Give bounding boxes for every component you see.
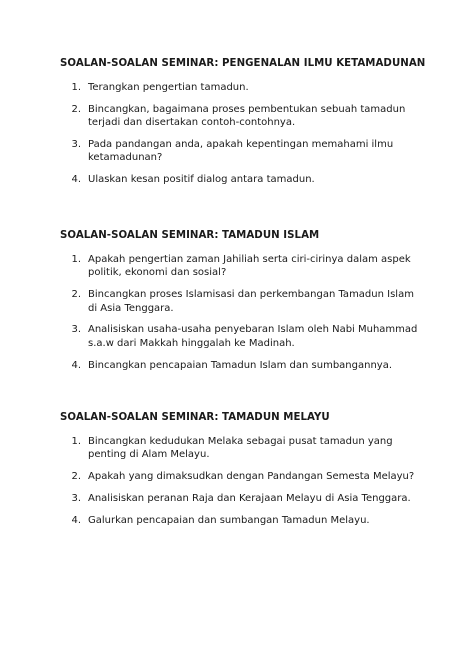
question-list [60,435,420,527]
question-number: 2. [71,289,81,301]
question-text: Ulaskan kesan positif dialog antara tamadun. [88,174,315,186]
question-number: 3. [71,139,81,150]
question-item [60,138,420,165]
question-item [60,492,420,505]
question-number: 1. [71,82,81,93]
question-item [60,103,420,130]
question-text: Analisiskan usaha-usaha penyebaran Islam oleh Nabi Muhammad s.a.w dari Makkah hinggalah ke Madinah. [88,324,418,349]
question-number: 1. [71,254,81,265]
question-text: Bincangkan pencapaian Tamadun Islam dan sumbangannya. [88,359,393,371]
question-text: Galurkan pencapaian dan sumbangan Tamadun Melayu. [88,514,370,526]
question-item [60,81,420,94]
section-tamadun-melayu [60,411,420,536]
question-number: 2. [71,103,81,115]
section-title: SOALAN-SOALAN SEMINAR: PENGENALAN ILMU KETAMADUNAN [60,58,426,69]
question-text: Apakah pengertian zaman Jahiliah serta ciri-cirinya dalam aspek politik, ekonomi dan sosial? [88,254,411,279]
question-text: Apakah yang dimaksudkan dengan Pandangan Semesta Melayu? [88,471,415,483]
question-item [60,359,420,372]
question-number: 1. [71,436,81,447]
section-pengenalan-ilmu-ketamadunan [60,57,426,195]
section-title: SOALAN-SOALAN SEMINAR: TAMADUN ISLAM [60,230,320,241]
question-number: 2. [71,471,81,483]
question-list [60,253,420,372]
question-number: 3. [71,324,81,336]
question-item [60,173,420,186]
question-text: Bincangkan kedudukan Melaka sebagai pusat tamadun yang penting di Alam Melayu. [88,436,393,461]
question-text: Bincangkan proses Islamisasi dan perkembangan Tamadun Islam di Asia Tenggara. [88,289,414,314]
section-title: SOALAN-SOALAN SEMINAR: TAMADUN MELAYU [60,412,330,423]
question-item [60,288,420,315]
question-number: 4. [71,174,81,186]
question-item [60,435,420,462]
question-text: Terangkan pengertian tamadun. [88,82,249,93]
question-item [60,253,420,280]
question-text: Bincangkan, bagaimana proses pembentukan sebuah tamadun terjadi dan disertakan contoh-contohnya. [88,103,406,129]
question-item [60,323,420,350]
question-list [60,81,420,187]
question-number: 4. [71,514,81,526]
question-text: Pada pandangan anda, apakah kepentingan memahami ilmu ketamadunan? [88,139,394,164]
question-item [60,514,420,527]
question-text: Analisiskan peranan Raja dan Kerajaan Melayu di Asia Tenggara. [88,493,411,504]
question-item [60,470,420,483]
question-number: 4. [71,359,81,371]
section-tamadun-islam [60,229,420,380]
question-number: 3. [71,493,81,504]
